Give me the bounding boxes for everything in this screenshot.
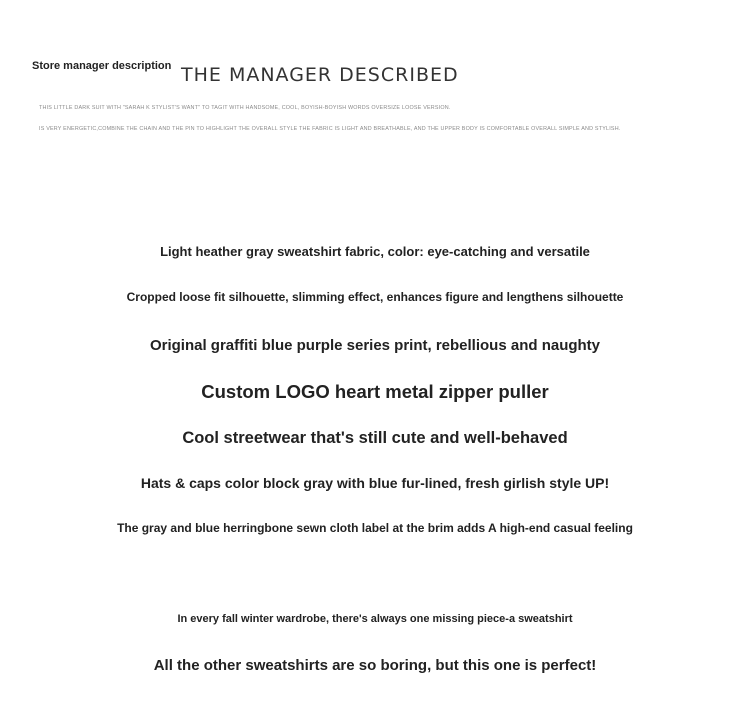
feature-perfect: All the other sweatshirts are so boring, but this one is perfect! [153, 657, 597, 674]
feature-label: The gray and blue herringbone sewn cloth label at the brim adds A high-end casual feeling [117, 521, 633, 535]
banner-title: THE MANAGER DESCRIBED [181, 64, 459, 86]
banner-description-line-2: IS VERY ENERGETIC,COMBINE THE CHAIN AND THE PIN TO HIGHLIGHT THE OVERALL STYLE THE FABRIC IS LIGHT AND BREATHABLE, AND THE UPPER BODY IS COMFORTABLE OVERALL SIMPLE AND STYLISH. [39, 126, 621, 132]
store-manager-label: Store manager description [32, 60, 172, 72]
feature-streetwear: Cool streetwear that's still cute and well-behaved [182, 429, 568, 447]
feature-fabric: Light heather gray sweatshirt fabric, color: eye-catching and versatile [160, 244, 590, 259]
banner-description-line-1: THIS LITTLE DARK SUIT WITH "SARAH K STYLIST'S WANT" TO TAGIT WITH HANDSOME, COOL, BOYISH-BOYISH WORDS OVERSIZE LOOSE VERSION. [39, 105, 451, 111]
feature-zipper: Custom LOGO heart metal zipper puller [201, 381, 549, 402]
feature-silhouette: Cropped loose fit silhouette, slimming effect, enhances figure and lengthens silhouette [126, 290, 624, 304]
feature-hat: Hats & caps color block gray with blue fur-lined, fresh girlish style UP! [140, 475, 610, 491]
feature-print: Original graffiti blue purple series print, rebellious and naughty [149, 337, 601, 354]
feature-wardrobe: In every fall winter wardrobe, there's always one missing piece-a sweatshirt [177, 613, 573, 625]
